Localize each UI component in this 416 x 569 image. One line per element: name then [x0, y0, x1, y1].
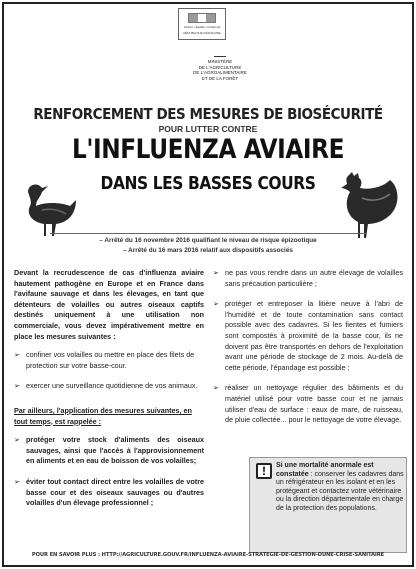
- warning-body: : conserver les cadavres dans un réfrigérateur en les isolant et en les protégeant et contactez votre vétérinaire ou la direction départementale en charge de la protection des populations.: [276, 470, 404, 512]
- intro-paragraph: Devant la recrudescence de cas d'influenza aviaire hautement pathogène en Europe et en France dans l'avifaune sauvage et dans les élevages, en tant que détenteurs de volailles ou autres oiseaux captifs destinés uniquement à une utilisation non commerciale, vous devez impérativement mettre en place les mesures suivantes :: [14, 268, 204, 341]
- list-item: ➢ confiner vos volailles ou mettre en place des filets de protection sur votre basse-cour.: [14, 350, 204, 371]
- mortality-warning-box: [249, 457, 407, 553]
- marianne-logo: [178, 8, 226, 40]
- always-heading: Par ailleurs, l'application des mesures suivantes, en tout temps, est rappelée :: [14, 405, 192, 426]
- title-influenza: L'INFLUENZA AVIAIRE: [71, 134, 345, 165]
- divider: [50, 233, 366, 234]
- list-item: ➢ éviter tout contact direct entre les volailles de votre basse cour et des oiseaux sauvages ou d'autres volailles d'un élevage professionnel ;: [14, 477, 204, 509]
- left-column: [14, 268, 204, 519]
- decree-item: – Arrêté du 16 mars 2016 relatif aux dispositifs associés: [123, 247, 293, 254]
- republic-motto: Liberté • Égalité • Fraternité: [183, 25, 221, 29]
- title-subtitle: POUR LUTTER CONTRE: [158, 124, 258, 134]
- ministry-line: DE L'AGROALIMENTAIRE: [193, 70, 247, 75]
- list-item: ➢ ne pas vous rendre dans un autre élevage de volailles sans précaution particulière ;: [213, 268, 403, 289]
- list-item: ➢ protéger et entreposer la litière neuve à l'abri de l'humidité et de toute contamination sans contact possible avec des cadavres. Si les fientes et fumiers sont compostés à proximité de la basse cour, ils ne doivent pas être transportés en dehors de l'exploitation avant une période de stockage de 2 mois. Au-delà de cette période, l'épandage est possible ;: [213, 299, 403, 373]
- decree-item: – Arrêté du 16 novembre 2016 qualifiant le niveau de risque épizootique: [99, 237, 317, 244]
- ministry-line: MINISTÈRE: [207, 59, 233, 64]
- warning-icon: !: [256, 463, 272, 479]
- warning-text: [276, 462, 404, 514]
- republic-name: RÉPUBLIQUE FRANÇAISE: [183, 31, 221, 35]
- ministry-line: ET DE LA FORÊT: [201, 75, 239, 81]
- hen-illustration: [338, 170, 404, 242]
- ministry-line: DE L'AGRICULTURE: [198, 64, 242, 70]
- decrees: [60, 236, 356, 256]
- french-flag-icon: [188, 13, 216, 23]
- right-column: [213, 268, 403, 436]
- ministry-name: [190, 56, 250, 81]
- title-biosecurity: RENFORCEMENT DES MESURES DE BIOSÉCURITÉ: [33, 105, 383, 123]
- footer-link[interactable]: POUR EN SAVOIR PLUS : HTTP://AGRICULTURE.GOUV.FR/INFLUENZA-AVIAIRE-STRATEGIE-DE-GESTION-DUNE-CRISE-SANITAIRE: [31, 552, 385, 558]
- list-item: ➢ réaliser un nettoyage régulier des bâtiments et du matériel utilisé pour votre basse cour et ne jamais utiliser d'eau de surface : eaux de mare, de ruisseau, de pluie collectée... pour le nettoyage de votre élevage.: [213, 383, 403, 425]
- list-item: ➢ exercer une surveillance quotidienne de vos animaux.: [14, 381, 204, 392]
- warning-bold: Si une mortalité anormale est constatée: [276, 462, 374, 478]
- list-item: ➢ protéger votre stock d'aliments des oiseaux sauvages, ainsi que l'accès à l'approvisionnement en aliments et en eau de boisson de vos volailles;: [14, 435, 204, 467]
- title-backyard: DANS LES BASSES COURS: [100, 173, 316, 194]
